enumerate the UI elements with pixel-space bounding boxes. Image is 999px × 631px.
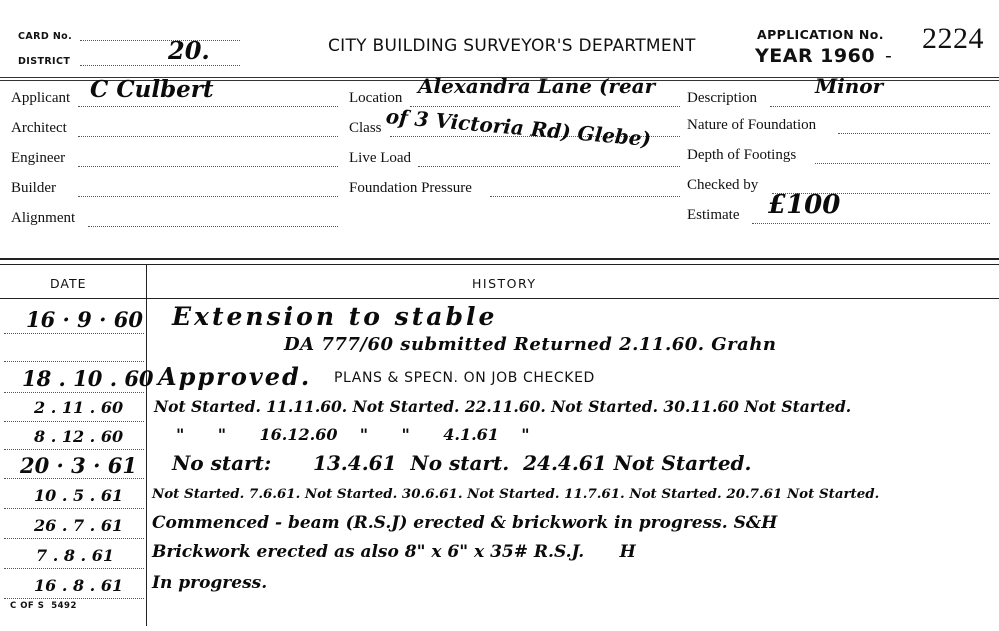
depth-line [815, 163, 990, 164]
form-code: C OF S 5492 [10, 601, 77, 611]
card-no-label: CARD No. [18, 31, 73, 42]
history-entry: Brickwork erected as also 8" x 6" x 35# R.S.J. H [152, 542, 636, 562]
history-date: 10 . 5 . 61 [34, 486, 124, 505]
history-top-rule [0, 258, 999, 260]
history-date: 16 · 9 · 60 [26, 307, 143, 332]
alignment-label: Alignment [11, 210, 76, 226]
applicant-line [78, 106, 338, 107]
description-value: Minor [815, 74, 884, 98]
row-rule [4, 538, 144, 539]
stamp-plans-checked: PLANS & SPECN. ON JOB CHECKED [334, 370, 595, 386]
row-rule [4, 361, 144, 362]
live-load-label: Live Load [349, 150, 412, 166]
history-entry: Not Started. 11.11.60. Not Started. 22.11.60. Not Started. 30.11.60 Not Started. [154, 397, 852, 416]
district-value: 20. [168, 36, 210, 65]
foundation-pressure-line [490, 196, 680, 197]
row-rule [4, 478, 144, 479]
application-label: APPLICATION No. [757, 27, 884, 42]
row-rule [4, 392, 144, 393]
department-title: CITY BUILDING SURVEYOR'S DEPARTMENT [328, 36, 696, 56]
district-label: DISTRICT [18, 56, 71, 67]
history-date: 20 · 3 · 61 [20, 453, 137, 478]
engineer-label: Engineer [11, 150, 66, 166]
year-dash: - [885, 45, 892, 67]
location-label: Location [349, 90, 403, 106]
history-top-rule-2 [0, 264, 999, 265]
history-date: 26 . 7 . 61 [34, 516, 124, 535]
alignment-line [88, 226, 338, 227]
history-entry: Extension to stable [172, 302, 498, 331]
card-no-line [80, 40, 240, 41]
applicant-value: C Culbert [90, 76, 214, 103]
application-number: 2224 [922, 22, 984, 55]
location-value: Alexandra Lane (rear [418, 74, 656, 98]
row-rule [4, 598, 144, 599]
builder-line [78, 196, 338, 197]
live-load-line [418, 166, 680, 167]
history-entry: Approved. [158, 362, 312, 391]
history-header-rule [0, 298, 999, 299]
history-column-header: HISTORY [472, 276, 537, 291]
row-rule [4, 333, 144, 334]
history-date: 18 . 10 . 60 [22, 366, 154, 391]
row-rule [4, 449, 144, 450]
row-rule [4, 421, 144, 422]
estimate-label: Estimate [687, 207, 740, 223]
foundation-pressure-label: Foundation Pressure [349, 180, 472, 196]
history-entry: DA 777/60 submitted Returned 2.11.60. Grahn [284, 334, 777, 355]
date-column-header: DATE [50, 276, 87, 291]
row-rule [4, 508, 144, 509]
year-label: YEAR 1960 [755, 45, 876, 67]
location-line [410, 106, 680, 107]
history-date: 8 . 12 . 60 [34, 427, 124, 446]
district-line [80, 65, 240, 66]
architect-label: Architect [11, 120, 67, 136]
builder-label: Builder [11, 180, 56, 196]
history-entry: " " 16.12.60 " " 4.1.61 " [176, 425, 530, 444]
class-label: Class [349, 120, 382, 136]
history-entry: Not Started. 7.6.61. Not Started. 30.6.61. Not Started. 11.7.61. Not Started. 20.7.61 Not Started. [152, 486, 880, 502]
history-entry: No start: 13.4.61 No start. 24.4.61 Not Started. [172, 451, 752, 475]
class-value: of 3 Victoria Rd) Glebe) [384, 104, 653, 152]
description-label: Description [687, 90, 757, 106]
history-date: 2 . 11 . 60 [34, 398, 124, 417]
checked-by-label: Checked by [687, 177, 759, 193]
date-column-divider [146, 264, 147, 626]
history-date: 16 . 8 . 61 [34, 576, 124, 595]
applicant-label: Applicant [11, 90, 71, 106]
nature-line [838, 133, 990, 134]
description-line [770, 106, 990, 107]
history-entry: Commenced - beam (R.S.J) erected & brickwork in progress. S&H [152, 513, 778, 533]
estimate-value: £100 [768, 190, 841, 220]
engineer-line [78, 166, 338, 167]
architect-line [78, 136, 338, 137]
depth-of-footings-label: Depth of Footings [687, 147, 797, 163]
row-rule [4, 568, 144, 569]
history-date: 7 . 8 . 61 [36, 546, 114, 565]
estimate-line [752, 223, 990, 224]
history-entry: In progress. [152, 573, 268, 593]
nature-of-foundation-label: Nature of Foundation [687, 117, 817, 133]
